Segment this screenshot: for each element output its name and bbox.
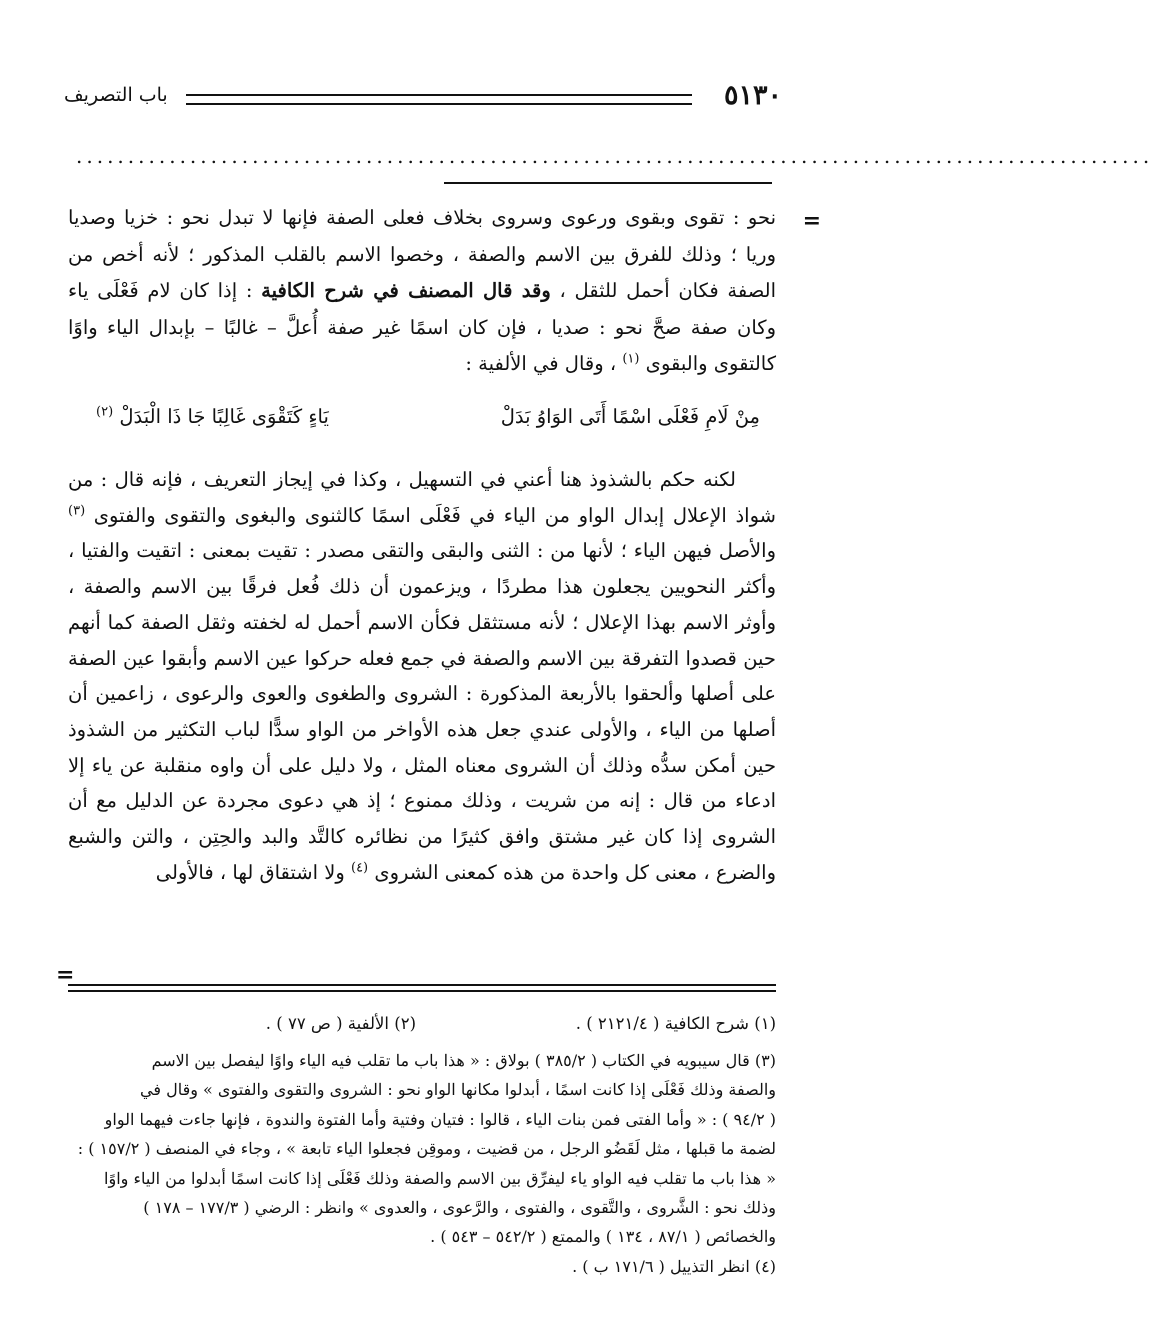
footnote-ref-3: (٣) <box>68 503 86 519</box>
paragraph-2 <box>68 462 776 890</box>
footnote-1: (١) شرح الكافية ( ٢١٢١/٤ ) . <box>575 1014 776 1033</box>
footnote-3-line: وذلك نحو : الشَّروى ، والتَّقوى ، والفتوى ، والرَّعوى ، والعدوى » وانظر : الرضي ( ١٧٧/٣ – ١٧٨ ) <box>143 1198 776 1218</box>
footnote-3-line: (٣) قال سيبويه في الكتاب ( ٣٨٥/٢ ) بولاق : « هذا باب ما تقلب فيه الياء واوًا ليفصل بين الاسم <box>151 1051 776 1070</box>
footnote-double-rule <box>68 984 776 992</box>
paragraph-2-text-3: ولا اشتقاق لها ، فالأولى <box>155 860 351 884</box>
footnote-ref-4: (٤) <box>350 860 369 876</box>
verse-hemistich-1: مِنْ لَامِ فَعْلَى اسْمًا أَتَى الوَاوُ بَدَلْ <box>500 405 760 428</box>
footnote-3-line: والصفة وذلك فَعْلَى إذا كانت اسمًا ، أبدلوا مكانها الواو نحو : الشروى والتقوى والفتوى » وقال في <box>140 1080 776 1100</box>
header-double-rule <box>186 94 692 105</box>
footnote-3-line: ( ٩٤/٢ ) : « وأما الفتى فمن بنات الياء ، قالوا : فتيان وفتية وأما الفتوة والندوة ، فإنها جاءت فيهما الواو <box>104 1109 776 1129</box>
footnote-3-and-4 <box>68 1046 776 1281</box>
footnotes-row-1 <box>68 1014 776 1040</box>
footnote-3-line: « هذا باب ما تقلب فيه الواو ياء ليفرِّق بين الاسم والصفة وذلك فَعْلَى إذا كانت اسمًا أبدلوا من الياء واوًا <box>104 1168 776 1188</box>
running-header <box>64 78 782 118</box>
paragraph-1-text-cont: : إذا كان لام فَعْلَى ياء وكان صفة صحَّ نحو : صديا ، فإن كان اسمًا غير صفة أُعلَّ – غالبًا – بإبدال الياء واوًا كالتقوى والبقوى <box>68 279 776 375</box>
continuation-mark-end: = <box>56 962 75 988</box>
footnote-ref-1: (١) <box>622 351 640 367</box>
continuation-mark-start: = <box>802 208 821 234</box>
page-number: ٥١٣٠ <box>723 80 782 111</box>
paragraph-1 <box>68 200 776 383</box>
chapter-title: باب التصريف <box>64 84 168 106</box>
alfiyya-verse <box>96 405 760 445</box>
footnote-4: (٤) انظر التذييل ( ١٧١/٦ ب ) . <box>572 1256 776 1276</box>
verse-hemistich-2: يَاءٍ كَتَقْوَى غَالِبًا جَا ذَا الْبَدَلْ <box>119 405 329 428</box>
paragraph-1-text-end: ، وقال في الألفية : <box>465 352 623 375</box>
dotted-separator: ........................................................................................................ <box>76 144 1153 168</box>
commentary-rule <box>444 182 772 184</box>
footnote-2: (٢) الألفية ( ص ٧٧ ) . <box>265 1014 416 1033</box>
paragraph-2-text-2: والأصل فيهن الياء ؛ لأنها من : الثنى والبقى والتقى مصدر : تقيت بمعنى : اتقيت والفتيا ، وأكثر النحويين يجعلون هذا مطردًا ، ويزعمون أن ذلك فُعل فرقًا بين الاسم والصفة ، وأوثر الاسم بهذا الإعلال ؛ لأنه مستثقل فكأن الاسم أحمل له لخفته وثقل الصفة كما أنهم حين قصدوا التفرقة بين الاسم والصفة في جمع فعله حركوا عين الاسم وأبقوا عين الصفة على أصلها وألحقوا بالأربعة المذكورة : الشروى والطغوى والعوى والرعوى ، زاعمين أن أصلها من الياء ، والأولى عندي جعل هذه الأواخر من الواو سدًّا لباب التكثير من الشذوذ حين أمكن سدُّه وذلك أن الشروى معناه المثل ، ولا دليل على أن واوه منقلبة عن ياء إلا ادعاء من قال : إنه من شريت ، وذلك ممنوع ؛ إذ هي دعوى مجردة عن الدليل مع أن الشروى إذا كان غير مشتق وافق كثيرًا من نظائره كالتَّد والبد والحِتِن ، والتن والشبع والضرع ، معنى كل واحدة من هذه كمعنى الشروى <box>68 539 776 884</box>
paragraph-2-text-1: لكنه حكم بالشذوذ هنا أعني في التسهيل ، وكذا في إيجاز التعريف ، فإنه قال : من شواذ الإعلال إبدال الواو من الياء في فَعْلَى اسمًا كالثنوى والبغوى والتقوى والفتوى <box>68 468 776 527</box>
footnote-3-line: والخصائص ( ٨٧/١ ، ١٣٤ ) والممتع ( ٥٤٢/٢ – ٥٤٣ ) . <box>430 1227 776 1247</box>
footnote-ref-2: (٢) <box>96 404 114 420</box>
paragraph-1-text: نحو : تقوى وبقوى ورعوى وسروى بخلاف فعلى الصفة فإنها لا تبدل نحو : خزيا وصديا وريا ؛ وذلك للفرق بين الاسم والصفة ، وخصوا الاسم بالقلب المذكور ؛ لأنه أخص من الصفة فكان أحمل للثقل ، <box>68 206 777 302</box>
verse-hemistich-2-wrap <box>96 405 329 428</box>
paragraph-1-bold-phrase: وقد قال المصنف في شرح الكافية <box>261 279 551 302</box>
footnote-3-line: لضمة ما قبلها ، مثل لَقَضُو الرجل ، من قضيت ، وموقِن فجعلوا الياء تابعة » ، وجاء في المنصف ( ١٥٧/٢ ) : <box>77 1139 776 1159</box>
